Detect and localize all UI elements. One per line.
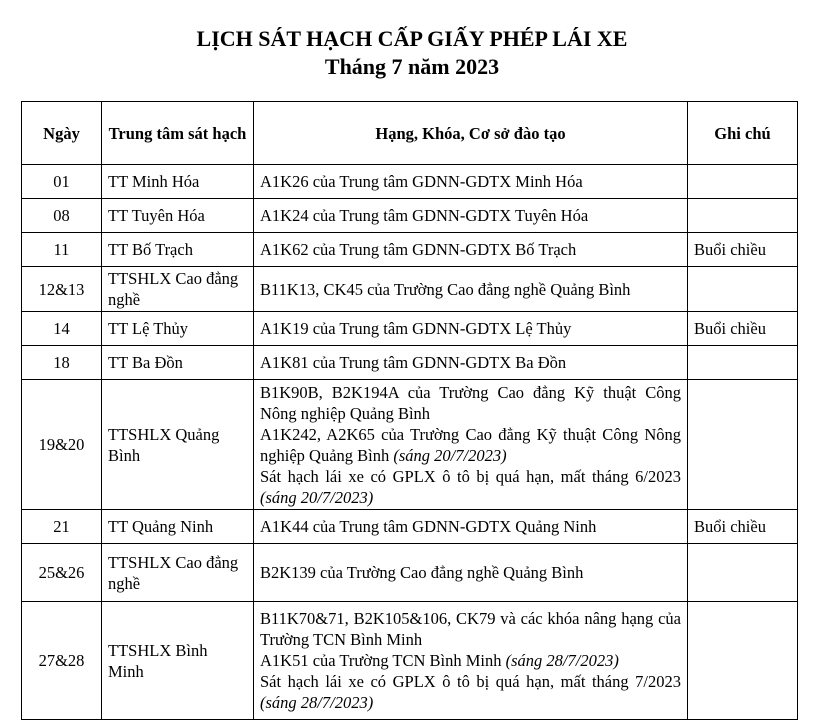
- cell-day: 27&28: [22, 602, 102, 720]
- cell-day: 19&20: [22, 380, 102, 510]
- content-line: [260, 608, 681, 650]
- content-text: A1K81 của Trung tâm GDNN-GDTX Ba Đồn: [260, 353, 567, 372]
- document-subtitle: Tháng 7 năm 2023: [324, 54, 500, 79]
- cell-content: [254, 199, 688, 233]
- content-text: B11K13, CK45 của Trường Cao đẳng nghề Quảng Bình: [260, 279, 631, 299]
- cell-content: [254, 380, 688, 510]
- content-line: [260, 516, 681, 537]
- cell-note: [688, 602, 798, 720]
- table-row: [22, 199, 798, 233]
- document-title: LỊCH SÁT HẠCH CẤP GIẤY PHÉP LÁI XE: [196, 26, 628, 51]
- table-row: [22, 544, 798, 602]
- content-text: Sát hạch lái xe có GPLX ô tô bị quá hạn, mất tháng 7/2023: [260, 672, 681, 691]
- cell-note: Buổi chiều: [688, 510, 798, 544]
- content-text: B2K139 của Trường Cao đẳng nghề Quảng Bình: [260, 563, 584, 582]
- content-text: Sát hạch lái xe có GPLX ô tô bị quá hạn, mất tháng 6/2023: [260, 466, 681, 486]
- content-time-note: (sáng 28/7/2023): [505, 651, 619, 670]
- cell-note: [688, 544, 798, 602]
- header-note: Ghi chú: [688, 102, 798, 165]
- header-day: Ngày: [22, 102, 102, 165]
- content-line: [260, 671, 681, 713]
- header-content: Hạng, Khóa, Cơ sở đào tạo: [254, 102, 688, 165]
- cell-day: 08: [22, 199, 102, 233]
- cell-content: [254, 510, 688, 544]
- content-text: A1K44 của Trung tâm GDNN-GDTX Quảng Ninh: [260, 517, 597, 536]
- cell-content: [254, 233, 688, 267]
- cell-center: TTSHLX Bình Minh: [102, 602, 254, 720]
- content-line: [260, 205, 681, 226]
- content-text: B11K70&71, B2K105&106, CK79 và các khóa nâng hạng của Trường TCN Bình Minh: [260, 609, 681, 649]
- content-line: [260, 466, 681, 508]
- table-row: [22, 346, 798, 380]
- cell-center: TT Bố Trạch: [102, 233, 254, 267]
- table-row: [22, 267, 798, 312]
- cell-center: TTSHLX Quảng Bình: [102, 380, 254, 510]
- cell-content: [254, 312, 688, 346]
- table-row: [22, 165, 798, 199]
- content-time-note: (sáng 20/7/2023): [393, 445, 507, 465]
- cell-day: 12&13: [22, 267, 102, 312]
- table-row: [22, 312, 798, 346]
- cell-note: [688, 267, 798, 312]
- content-line: [260, 650, 681, 671]
- table-header-row: [22, 102, 798, 165]
- content-line: [260, 352, 681, 373]
- cell-center: TTSHLX Cao đẳng nghề: [102, 267, 254, 312]
- content-line: [260, 318, 681, 339]
- content-time-note: (sáng 28/7/2023): [260, 693, 374, 712]
- cell-note: Buổi chiều: [688, 312, 798, 346]
- content-text: A1K19 của Trung tâm GDNN-GDTX Lệ Thủy: [260, 319, 572, 338]
- table-row: [22, 602, 798, 720]
- table-row: [22, 233, 798, 267]
- cell-center: TT Ba Đồn: [102, 346, 254, 380]
- cell-content: [254, 544, 688, 602]
- content-line: [260, 424, 681, 466]
- table-row: [22, 380, 798, 510]
- content-line: [260, 239, 681, 260]
- cell-center: TT Minh Hóa: [102, 165, 254, 199]
- content-text: A1K26 của Trung tâm GDNN-GDTX Minh Hóa: [260, 172, 583, 191]
- cell-day: 21: [22, 510, 102, 544]
- cell-content: [254, 267, 688, 312]
- cell-note: [688, 346, 798, 380]
- cell-center: TT Quảng Ninh: [102, 510, 254, 544]
- cell-day: 11: [22, 233, 102, 267]
- cell-center: TTSHLX Cao đẳng nghề: [102, 544, 254, 602]
- cell-note: Buổi chiều: [688, 233, 798, 267]
- cell-day: 25&26: [22, 544, 102, 602]
- cell-day: 01: [22, 165, 102, 199]
- cell-note: [688, 199, 798, 233]
- schedule-table: [21, 101, 798, 720]
- cell-content: [254, 602, 688, 720]
- cell-center: TT Lệ Thủy: [102, 312, 254, 346]
- cell-note: [688, 165, 798, 199]
- content-text: B1K90B, B2K194A của Trường Cao đẳng Kỹ thuật Công Nông nghiệp Quảng Bình: [260, 382, 681, 423]
- cell-content: [254, 346, 688, 380]
- content-text: A1K51 của Trường TCN Bình Minh: [260, 651, 506, 670]
- table-row: [22, 510, 798, 544]
- cell-content: [254, 165, 688, 199]
- cell-note: [688, 380, 798, 510]
- content-text: A1K24 của Trung tâm GDNN-GDTX Tuyên Hóa: [260, 206, 589, 225]
- cell-day: 18: [22, 346, 102, 380]
- content-line: [260, 562, 681, 583]
- cell-day: 14: [22, 312, 102, 346]
- header-center: Trung tâm sát hạch: [102, 102, 254, 165]
- content-line: [260, 382, 681, 424]
- content-text: A1K62 của Trung tâm GDNN-GDTX Bố Trạch: [260, 240, 577, 259]
- content-line: [260, 279, 681, 300]
- cell-center: TT Tuyên Hóa: [102, 199, 254, 233]
- content-text: A1K242, A2K65 của Trường Cao đẳng Kỹ thuật Công Nông nghiệp Quảng Bình: [260, 424, 681, 465]
- content-line: [260, 171, 681, 192]
- content-time-note: (sáng 20/7/2023): [260, 487, 374, 507]
